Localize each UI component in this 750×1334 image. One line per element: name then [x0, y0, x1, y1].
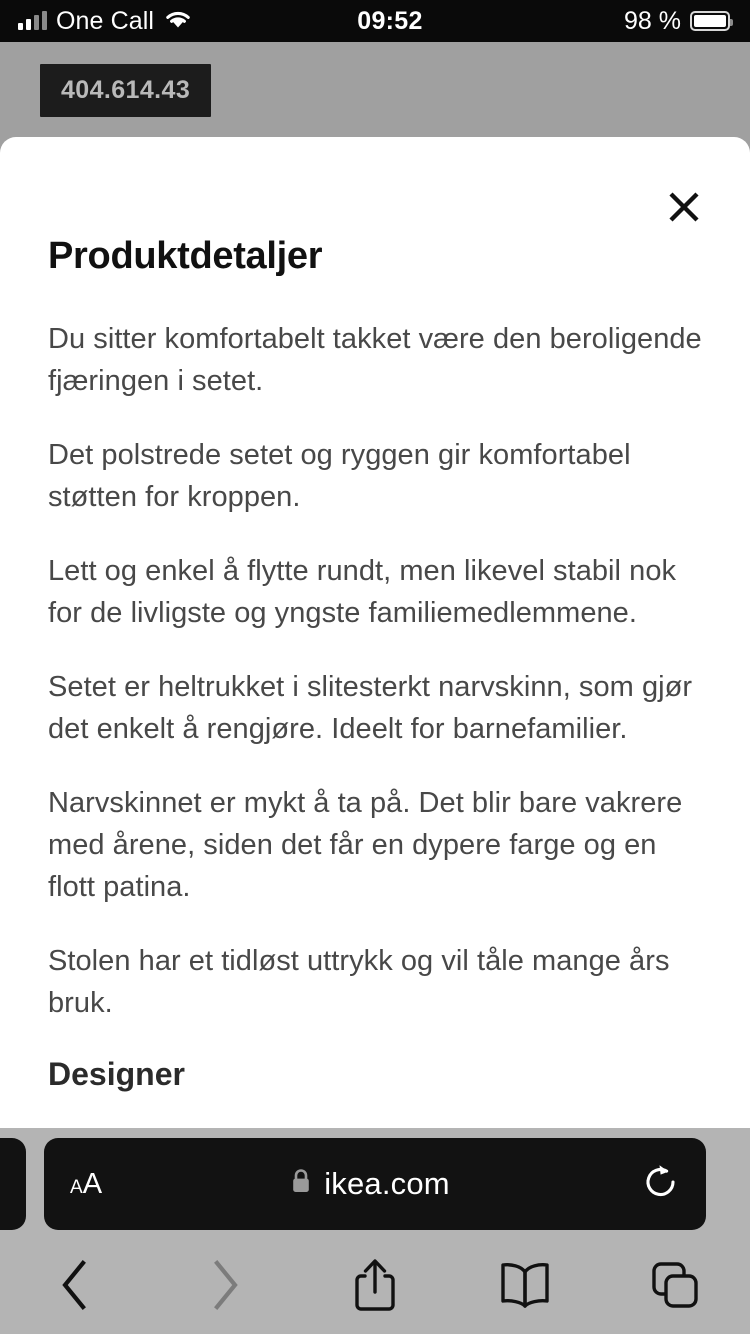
browser-toolbar [0, 1240, 750, 1334]
text-size-big-a: A [82, 1167, 103, 1200]
reload-icon [642, 1162, 680, 1207]
close-button[interactable] [656, 179, 712, 235]
sheet-content [0, 137, 750, 1093]
detail-paragraph: Det polstrede setet og ryggen gir komfortabel støtten for kroppen. [48, 439, 631, 513]
back-chevron-icon [58, 1258, 92, 1317]
status-bar [0, 0, 750, 42]
wifi-icon [163, 8, 193, 35]
browser-chrome [0, 1128, 750, 1334]
bookmarks-button[interactable] [450, 1240, 600, 1334]
detail-paragraph: Setet er heltrukket i slitesterkt narvskinn, som gjør det enkelt å rengjøre. Ideelt for barnefamilier. [48, 671, 693, 745]
forward-chevron-icon [208, 1258, 242, 1317]
reload-button[interactable] [638, 1162, 680, 1207]
tabs-icon [649, 1259, 701, 1316]
detail-paragraph: Lett og enkel å flytte rundt, men likevel stabil nok for de livligste og yngste familiemedlemmene. [48, 555, 677, 629]
url-text: ikea.com [324, 1166, 450, 1201]
bookmarks-book-icon [497, 1261, 553, 1314]
url-display[interactable] [102, 1166, 638, 1202]
text-size-button[interactable] [70, 1168, 102, 1201]
lock-icon [290, 1168, 312, 1200]
url-row [0, 1128, 750, 1240]
adjacent-tab-peek[interactable] [0, 1138, 26, 1230]
text-size-small-a: A [70, 1176, 83, 1198]
article-number-badge: 404.614.43 [40, 64, 211, 117]
share-button[interactable] [300, 1240, 450, 1334]
tabs-button[interactable] [600, 1240, 750, 1334]
detail-paragraph: Narvskinnet er mykt å ta på. Det blir bare vakrere med årene, siden det får en dypere farge og en flott patina. [48, 787, 683, 903]
detail-paragraph: Du sitter komfortabelt takket være den beroligende fjæringen i setet. [48, 323, 702, 397]
status-bar-right [510, 7, 750, 36]
share-icon [351, 1256, 399, 1319]
status-bar-left [0, 7, 270, 36]
signal-bars-icon [18, 12, 47, 30]
forward-button[interactable] [150, 1240, 300, 1334]
carrier-label: One Call [56, 6, 155, 35]
address-bar[interactable] [44, 1138, 706, 1230]
page-title: Produktdetaljer [48, 235, 323, 277]
detail-paragraph: Stolen har et tidløst uttrykk og vil tåle mange års bruk. [48, 945, 670, 1019]
battery-percent-label: 98 % [624, 6, 681, 35]
back-button[interactable] [0, 1240, 150, 1334]
status-bar-center [270, 7, 510, 36]
designer-section-heading: Designer [48, 1056, 185, 1092]
battery-icon [690, 11, 730, 31]
clock-label: 09:52 [357, 6, 423, 35]
close-icon [666, 189, 702, 225]
product-details-sheet [0, 137, 750, 1128]
